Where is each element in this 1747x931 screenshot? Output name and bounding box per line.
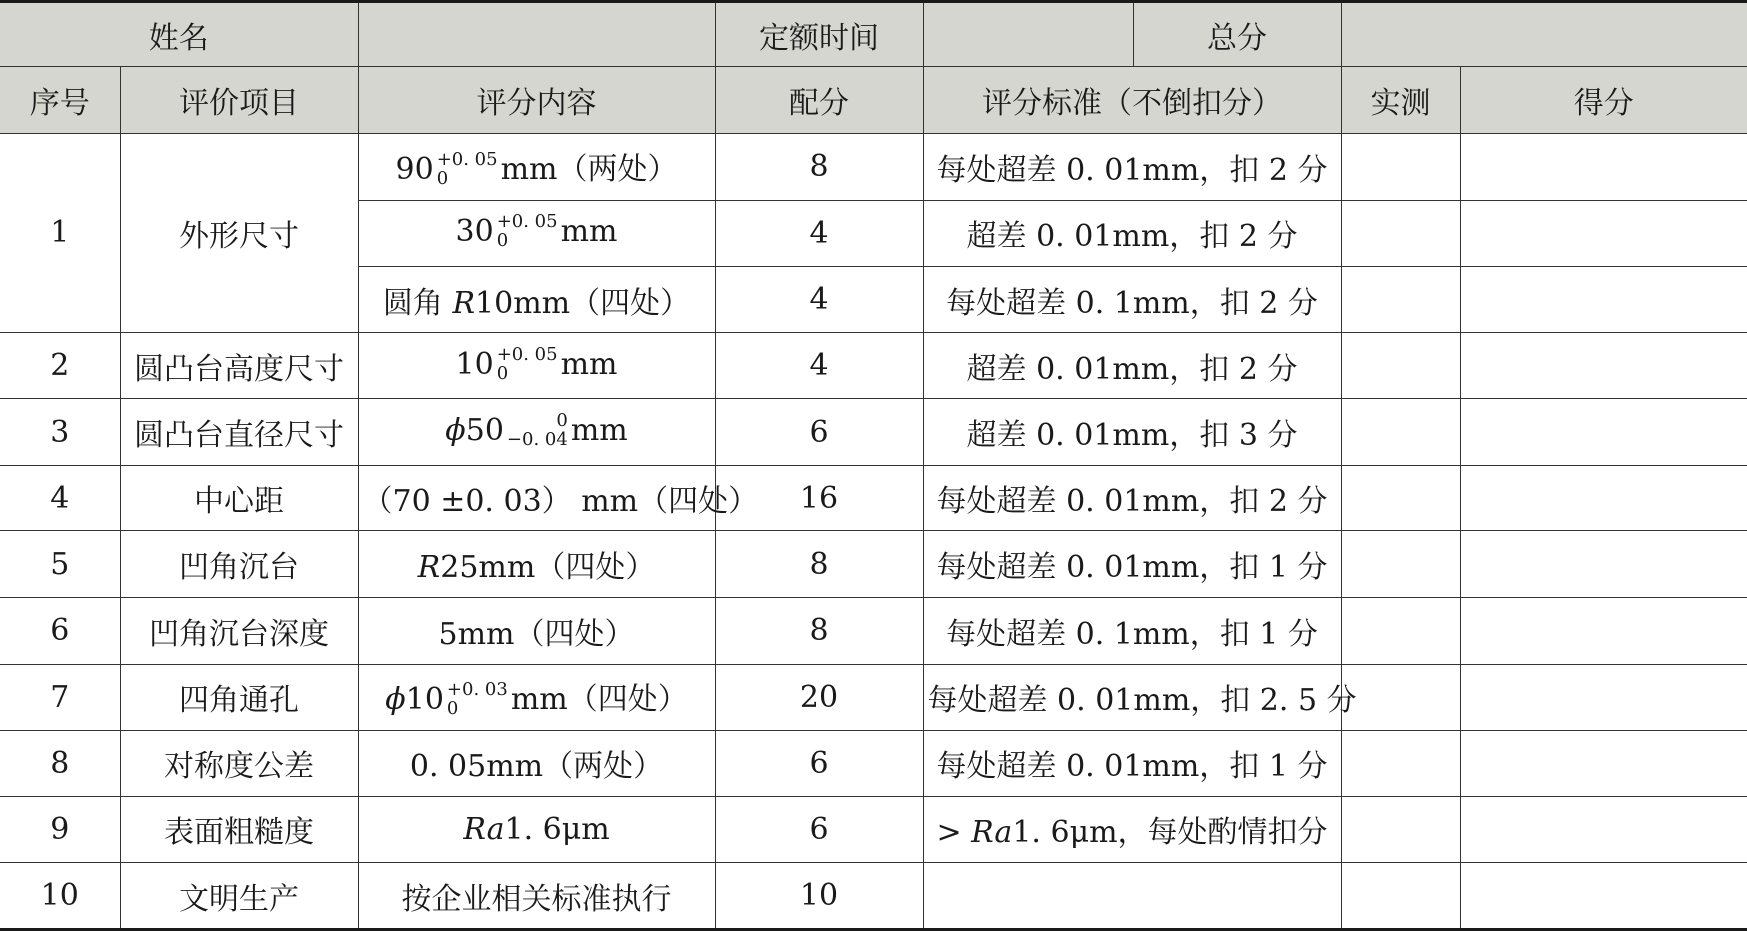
tolerance [497, 212, 558, 250]
roughness-symbol: Ra [463, 811, 505, 847]
content-nominal: 10 [405, 682, 444, 718]
name-label: 姓名 [0, 2, 358, 67]
criteria-text: 1. 6μm，每处酌情扣分 [1012, 815, 1328, 851]
row-score[interactable] [1460, 332, 1747, 399]
row-measured[interactable] [1341, 399, 1460, 466]
tolerance-lower: −0. 04 [506, 429, 568, 451]
row-index: 8 [0, 731, 120, 796]
row-content: （70 ±0. 03） mm（四处） [358, 465, 715, 530]
row-measured[interactable] [1341, 200, 1460, 267]
row-measured[interactable] [1341, 531, 1460, 598]
row-measured[interactable] [1341, 465, 1460, 530]
row-index: 1 [0, 134, 120, 333]
row-criteria: 超差 0. 01mm，扣 2 分 [923, 200, 1341, 267]
table-row [0, 863, 1747, 930]
tolerance-lower: 0 [436, 167, 449, 189]
content-nominal: 30 [455, 214, 494, 250]
table-row [0, 531, 1747, 598]
row-item: 文明生产 [120, 863, 358, 930]
row-measured[interactable] [1341, 267, 1460, 332]
name-value-cell[interactable] [358, 2, 715, 67]
column-header-points: 配分 [715, 67, 923, 134]
row-criteria: 每处超差 0. 01mm，扣 1 分 [923, 531, 1341, 598]
row-points: 4 [715, 267, 923, 332]
table-row [0, 796, 1747, 863]
row-measured[interactable] [1341, 796, 1460, 863]
row-points: 4 [715, 200, 923, 267]
row-index: 10 [0, 863, 120, 930]
column-header-content: 评分内容 [358, 67, 715, 134]
content-suffix: mm（两处） [500, 151, 678, 187]
row-criteria: 超差 0. 01mm，扣 2 分 [923, 332, 1341, 399]
content-nominal: 10 [455, 346, 494, 382]
row-points: 16 [715, 465, 923, 530]
row-index: 7 [0, 664, 120, 731]
row-criteria: 每处超差 0. 01mm，扣 2 分 [923, 134, 1341, 201]
row-item: 对称度公差 [120, 731, 358, 796]
content-suffix: 10mm（四处） [475, 285, 691, 321]
row-item: 凹角沉台深度 [120, 598, 358, 665]
row-content [358, 200, 715, 267]
content-symbol: R [452, 285, 476, 321]
time-label: 定额时间 [715, 2, 923, 67]
row-criteria: 每处超差 0. 01mm，扣 1 分 [923, 731, 1341, 796]
table-row [0, 332, 1747, 399]
row-points: 6 [715, 731, 923, 796]
header-row-columns [0, 67, 1747, 134]
row-score[interactable] [1460, 664, 1747, 731]
table-row [0, 731, 1747, 796]
column-header-index: 序号 [0, 67, 120, 134]
row-content [358, 332, 715, 399]
time-value-cell[interactable] [923, 2, 1133, 67]
tolerance-upper: 0 [556, 410, 568, 432]
row-score[interactable] [1460, 731, 1747, 796]
diameter-symbol: ϕ [445, 413, 466, 449]
tolerance [507, 411, 568, 449]
content-nominal: 90 [395, 151, 434, 187]
criteria-prefix: > [936, 815, 972, 851]
column-header-item: 评价项目 [120, 67, 358, 134]
row-score[interactable] [1460, 531, 1747, 598]
radius-symbol: R [417, 550, 441, 586]
row-index: 9 [0, 796, 120, 863]
row-criteria: 每处超差 0. 01mm，扣 2. 5 分 [923, 664, 1341, 731]
row-score[interactable] [1460, 267, 1747, 332]
total-value-cell[interactable] [1341, 2, 1747, 67]
content-suffix: 1. 6μm [504, 811, 610, 847]
row-index: 3 [0, 399, 120, 466]
row-content [358, 267, 715, 332]
row-measured[interactable] [1341, 134, 1460, 201]
tolerance-upper: +0. 05 [496, 211, 558, 233]
row-points: 6 [715, 399, 923, 466]
row-content: 0. 05mm（两处） [358, 731, 715, 796]
tolerance-lower: 0 [446, 698, 459, 720]
row-score[interactable] [1460, 598, 1747, 665]
content-suffix: mm [570, 413, 628, 449]
content-suffix: mm（四处） [510, 682, 688, 718]
row-points: 20 [715, 664, 923, 731]
roughness-symbol: Ra [971, 815, 1013, 851]
row-points: 8 [715, 531, 923, 598]
table-row [0, 399, 1747, 466]
header-row-info [0, 2, 1747, 67]
column-header-score: 得分 [1460, 67, 1747, 134]
row-score[interactable] [1460, 399, 1747, 466]
tolerance-lower: 0 [496, 362, 509, 384]
row-measured[interactable] [1341, 332, 1460, 399]
column-header-measured: 实测 [1341, 67, 1460, 134]
total-label: 总分 [1133, 2, 1341, 67]
row-item: 圆凸台高度尺寸 [120, 332, 358, 399]
tolerance [437, 150, 498, 188]
tolerance-upper: +0. 05 [496, 343, 558, 365]
content-suffix: mm [560, 214, 618, 250]
row-criteria: 超差 0. 01mm，扣 3 分 [923, 399, 1341, 466]
content-suffix: mm [560, 346, 618, 382]
row-points: 8 [715, 134, 923, 201]
tolerance-lower: 0 [496, 230, 509, 252]
content-prefix: 圆角 [382, 285, 453, 321]
tolerance-upper: +0. 03 [446, 679, 508, 701]
row-index: 2 [0, 332, 120, 399]
row-measured[interactable] [1341, 598, 1460, 665]
row-criteria [923, 796, 1341, 863]
diameter-symbol: ϕ [385, 682, 406, 718]
row-item: 中心距 [120, 465, 358, 530]
row-score[interactable] [1460, 796, 1747, 863]
column-header-criteria: 评分标准（不倒扣分） [923, 67, 1341, 134]
row-score[interactable] [1460, 863, 1747, 930]
row-measured[interactable] [1341, 731, 1460, 796]
row-points: 8 [715, 598, 923, 665]
row-score[interactable] [1460, 200, 1747, 267]
row-criteria: 每处超差 0. 01mm，扣 2 分 [923, 465, 1341, 530]
row-measured[interactable] [1341, 664, 1460, 731]
table-row [0, 465, 1747, 530]
row-item: 外形尺寸 [120, 134, 358, 333]
row-score[interactable] [1460, 134, 1747, 201]
row-criteria [923, 863, 1341, 930]
row-content [358, 664, 715, 731]
row-index: 6 [0, 598, 120, 665]
row-points: 10 [715, 863, 923, 930]
row-content [358, 134, 715, 201]
row-index: 4 [0, 465, 120, 530]
row-content [358, 796, 715, 863]
row-criteria: 每处超差 0. 1mm，扣 2 分 [923, 267, 1341, 332]
row-content: 按企业相关标准执行 [358, 863, 715, 930]
row-measured[interactable] [1341, 863, 1460, 930]
row-item: 表面粗糙度 [120, 796, 358, 863]
table-row [0, 664, 1747, 731]
row-item: 凹角沉台 [120, 531, 358, 598]
row-index: 5 [0, 531, 120, 598]
row-content [358, 399, 715, 466]
row-points: 4 [715, 332, 923, 399]
row-points: 6 [715, 796, 923, 863]
table-row [0, 598, 1747, 665]
content-suffix: 25mm（四处） [440, 550, 656, 586]
tolerance [447, 680, 508, 718]
table-row [0, 134, 1747, 201]
row-content: 5mm（四处） [358, 598, 715, 665]
row-content [358, 531, 715, 598]
tolerance [497, 345, 558, 383]
row-item: 四角通孔 [120, 664, 358, 731]
content-nominal: 50 [465, 413, 504, 449]
row-score[interactable] [1460, 465, 1747, 530]
tolerance-upper: +0. 05 [436, 148, 498, 170]
row-criteria: 每处超差 0. 1mm，扣 1 分 [923, 598, 1341, 665]
row-item: 圆凸台直径尺寸 [120, 399, 358, 466]
